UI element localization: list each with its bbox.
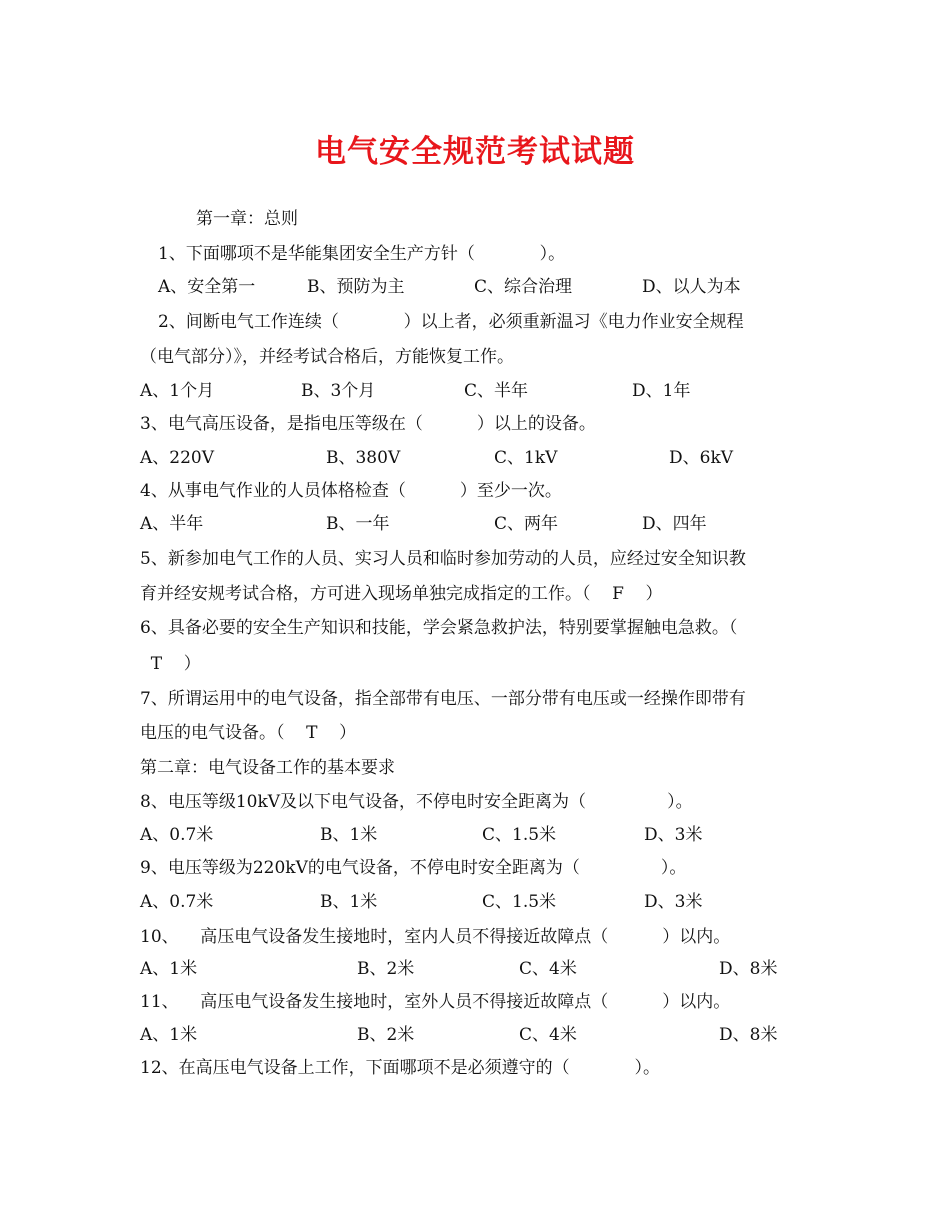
page-title: 电气安全规范考试试题: [315, 134, 635, 170]
question-5-line-2: 育并经安规考试合格，方可进入现场单独完成指定的工作。（ F ）: [140, 584, 663, 604]
q1-option-a: A、安全第一: [158, 277, 256, 297]
question-2-line-2: （电气部分）》，并经考试合格后，方能恢复工作。: [140, 347, 514, 367]
q10-option-d: D、8米: [719, 959, 778, 979]
q2-option-c: C、半年: [464, 381, 529, 401]
q3-option-d: D、6kV: [669, 448, 734, 468]
q4-option-b: B、一年: [326, 514, 390, 534]
q9-option-b: B、1米: [320, 892, 378, 912]
q10-option-a: A、1米: [140, 959, 198, 979]
question-9: 9、电压等级为220kV的电气设备，不停电时安全距离为（ ）。: [140, 858, 687, 878]
question-1: 1、下面哪项不是华能集团安全生产方针（ ）。: [158, 244, 566, 264]
q3-option-a: A、220V: [140, 448, 215, 468]
q10-option-b: B、2米: [357, 959, 415, 979]
q2-option-a: A、1个月: [140, 381, 215, 401]
q1-option-d: D、以人为本: [642, 277, 741, 297]
q4-option-c: C、两年: [494, 514, 559, 534]
q11-option-d: D、8米: [719, 1025, 778, 1045]
question-7-line-1: 7、所谓运用中的电气设备，指全部带有电压、一部分带有电压或一经操作即带有: [140, 689, 746, 709]
q8-option-c: C、1.5米: [482, 825, 557, 845]
question-2-line-1: 2、间断电气工作连续（ ）以上者，必须重新温习《电力作业安全规程: [158, 312, 744, 332]
question-5-line-1: 5、新参加电气工作的人员、实习人员和临时参加劳动的人员，应经过安全知识教: [140, 549, 746, 569]
q8-option-a: A、0.7米: [140, 825, 214, 845]
q1-option-b: B、预防为主: [307, 277, 405, 297]
q2-option-d: D、1年: [632, 381, 691, 401]
q1-option-c: C、综合治理: [474, 277, 573, 297]
q8-option-d: D、3米: [644, 825, 703, 845]
q4-option-d: D、四年: [642, 514, 707, 534]
question-10: 10、 高压电气设备发生接地时，室内人员不得接近故障点（ ）以内。: [140, 927, 731, 947]
q2-option-b: B、3个月: [301, 381, 376, 401]
q4-option-a: A、半年: [140, 514, 204, 534]
q9-option-d: D、3米: [644, 892, 703, 912]
question-8: 8、电压等级10kV及以下电气设备，不停电时安全距离为（ ）。: [140, 792, 693, 812]
question-7-line-2: 电压的电气设备。（ T ）: [140, 723, 357, 743]
question-11: 11、 高压电气设备发生接地时，室外人员不得接近故障点（ ）以内。: [140, 992, 731, 1012]
question-6-line-2: T ）: [140, 654, 201, 674]
question-3: 3、电气高压设备，是指电压等级在（ ）以上的设备。: [140, 414, 596, 434]
question-6-line-1: 6、具备必要的安全生产知识和技能，学会紧急救护法，特别要掌握触电急救。（: [140, 618, 738, 638]
q3-option-c: C、1kV: [494, 448, 558, 468]
q10-option-c: C、4米: [519, 959, 577, 979]
q9-option-a: A、0.7米: [140, 892, 214, 912]
q11-option-c: C、4米: [519, 1025, 577, 1045]
q11-option-a: A、1米: [140, 1025, 198, 1045]
q3-option-b: B、380V: [326, 448, 401, 468]
q11-option-b: B、2米: [357, 1025, 415, 1045]
question-4: 4、从事电气作业的人员体格检查（ ）至少一次。: [140, 481, 562, 501]
q8-option-b: B、1米: [320, 825, 378, 845]
question-12: 12、在高压电气设备上工作，下面哪项不是必须遵守的（ ）。: [140, 1058, 660, 1078]
chapter-2-heading: 第二章：电气设备工作的基本要求: [140, 758, 395, 778]
q9-option-c: C、1.5米: [482, 892, 557, 912]
chapter-1-heading: 第一章：总则: [196, 209, 298, 229]
